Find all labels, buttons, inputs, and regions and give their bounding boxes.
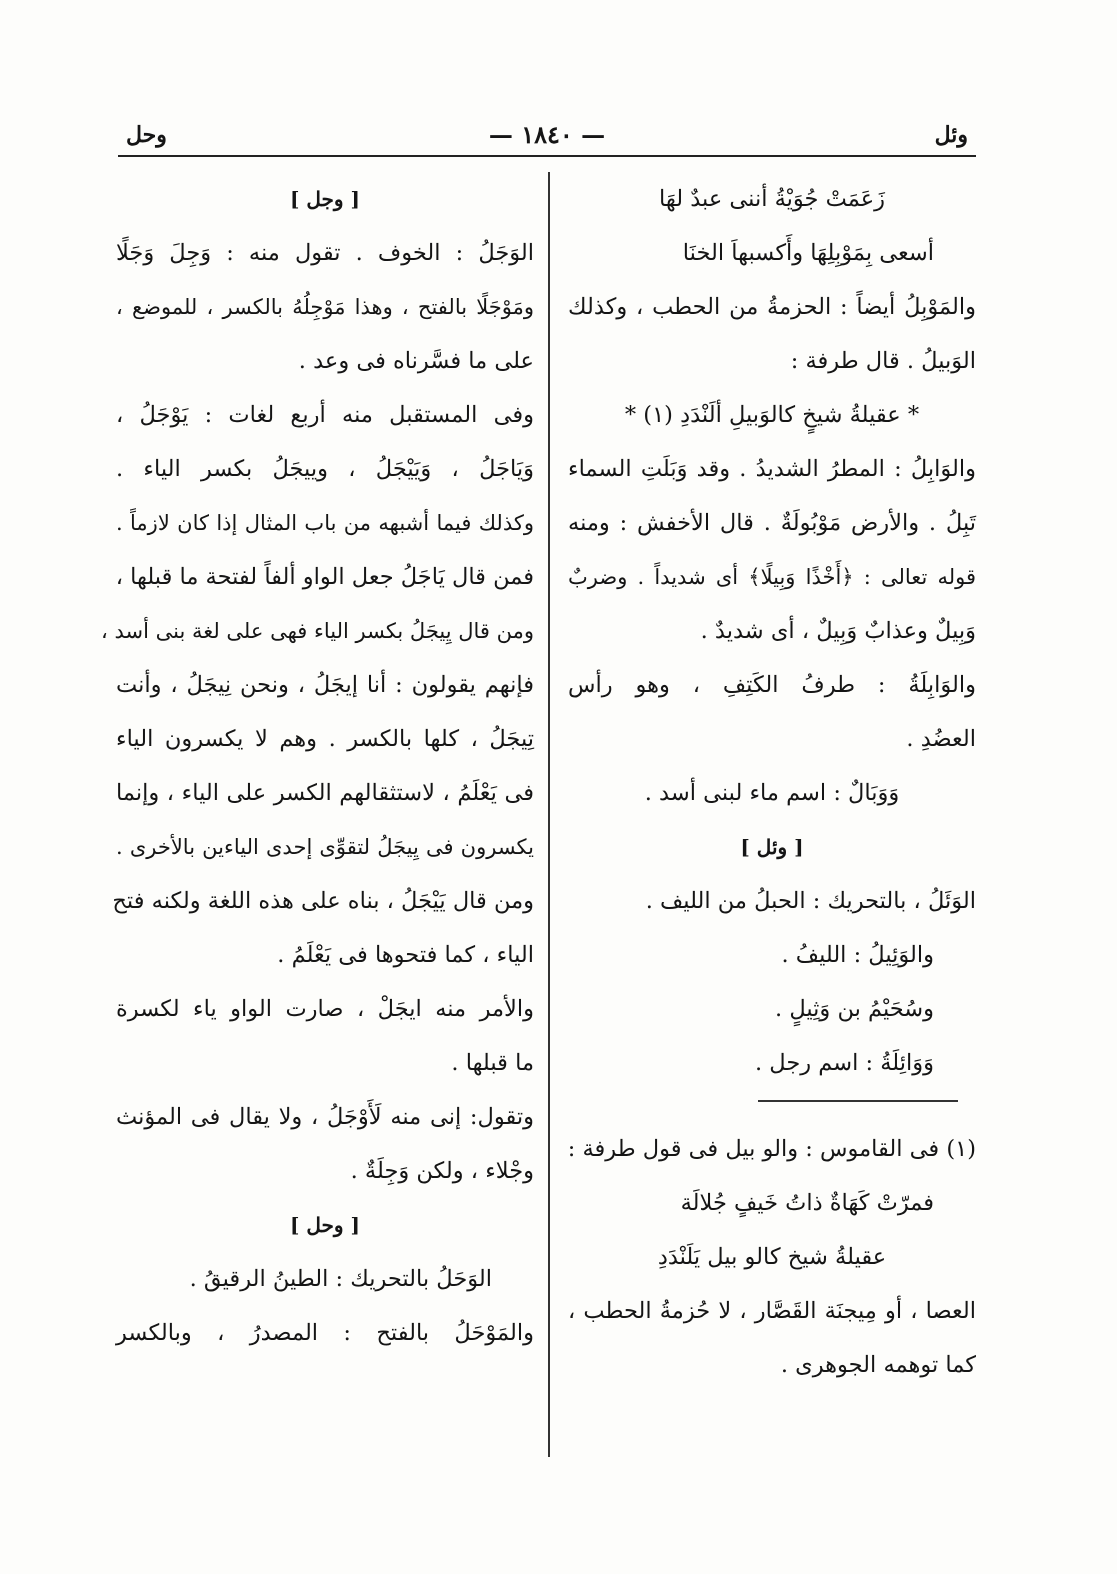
left-column	[101, 172, 534, 1360]
page-header	[118, 120, 976, 152]
text-line: والمَوْحَلُ بالفتح : المصدرُ ، وبالكسر	[116, 1320, 534, 1346]
column-divider	[548, 172, 550, 1457]
footnote-verse: فمرّتْ كَهَاةٌ ذاتُ خَيفٍ جُلالَة	[680, 1190, 934, 1216]
verse-line: أسعى بِمَوْبِلِهَا وأَكسبهاَ الخنَا	[682, 240, 934, 266]
text-line: فإنهم يقولون : أنا إيجَلُ ، ونحن نِيجَلُ ، وأنت	[116, 672, 534, 698]
footnote-line: العصا ، أو مِيجنَة القَصَّار ، لا حُزمةُ الحطب ،	[568, 1298, 976, 1324]
verse-line: زَعَمَتْ جُوَيْةُ أننى عبدٌ لهَا	[658, 186, 886, 212]
text-line: وسُحَيْمُ بن وَثِيلٍ .	[775, 996, 934, 1022]
right-running-headword: وئل	[934, 122, 968, 148]
text-line: على ما فسَّرناه فى وعد .	[298, 348, 534, 374]
entry-heading-wahal: [ وحل ]	[289, 1213, 361, 1237]
footnote-verse: عقيلةُ شيخ كالو بيل يَلَنْدَدِ	[657, 1244, 887, 1270]
text-line: الوَحَلُ بالتحريك : الطينُ الرقيقُ .	[189, 1266, 492, 1292]
text-line: وَوَائِلَةُ : اسم رجل .	[755, 1050, 934, 1076]
text-line: وكذلك فيما أشبهه من باب المثال إذا كان لازماً .	[116, 511, 534, 535]
text-line: يكسرون فى يِيجَلُ لتقوِّى إحدى الياءين بالأخرى .	[116, 835, 534, 859]
entry-heading-wajal: [ وجل ]	[289, 187, 361, 211]
text-line: وَيَاجَلُ ، وَيَيْجَلُ ، وييجَلُ بكسر الياء .	[116, 456, 534, 482]
text-line: قوله تعالى : ﴿أَخْذًا وَبِيلًا﴾ أى شديداً . وضربٌ	[568, 565, 976, 589]
right-column	[568, 172, 976, 1392]
text-line: وَبِيلٌ وعذابٌ وَبِيلٌ ، أى شديدٌ .	[700, 618, 976, 644]
page-number: — ١٨٤٠ —	[488, 120, 606, 149]
text-line: الياء ، كما فتحوها فى يَعْلَمُ .	[277, 942, 534, 968]
text-line: وتقول: إنى منه لَأَوْجَلُ ، ولا يقال فى المؤنث	[116, 1104, 534, 1130]
text-line: تِيجَلُ ، كلها بالكسر . وهم لا يكسرون الياء	[116, 726, 534, 752]
footnote-line: كما توهمه الجوهرى .	[780, 1352, 976, 1378]
text-line: تَبِلُ . والأرض مَوْبُولَةٌ . قال الأخفش : ومنه	[568, 510, 976, 536]
footnote-rule	[568, 1090, 976, 1112]
text-line: العضُدِ .	[906, 726, 976, 752]
header-rule	[118, 155, 976, 157]
text-line: فى يَعْلَمُ ، لاستثقالهم الكسر على الياء ، وإنما	[116, 780, 534, 806]
left-running-headword: وحل	[126, 122, 167, 148]
text-line: والمَوْبِلُ أيضاً : الحزمةُ من الحطب ، وكذلك	[568, 294, 976, 320]
text-line: الوَبيلُ . قال طرفة :	[790, 348, 976, 374]
text-line: والوَابِلَةُ : طرفُ الكَتِفِ ، وهو رأس	[568, 672, 976, 698]
text-line: ومن قال يَيْجَلُ ، بناه على هذه اللغة ولكنه فتح	[112, 888, 534, 914]
text-line: الوَجَلُ : الخوف . تقول منه : وَجِلَ وَجَلًا	[116, 240, 534, 266]
text-line: ومن قال يِيجَلُ بكسر الياء فهى على لغة بنى أسد ،	[101, 619, 534, 643]
entry-heading-wail: [ وئل ]	[740, 835, 804, 859]
text-line: والأمر منه ايجَلْ ، صارت الواو ياء لكسرة	[116, 996, 534, 1022]
text-line: والوَابِلُ : المطرُ الشديدُ . وقد وَبَلَتِ السماء	[568, 456, 976, 482]
footnote-line: (١) فى القاموس : والو بيل فى قول طرفة :	[567, 1136, 976, 1162]
text-line: وجْلاء ، ولكن وَجِلَةٌ .	[350, 1158, 534, 1184]
text-line: الوَئَلُ ، بالتحريك : الحبلُ من الليف .	[645, 888, 976, 914]
text-line: وَوَبَالٌ : اسم ماء لبنى أسد .	[644, 780, 900, 806]
text-line: وفى المستقبل منه أربع لغات : يَوْجَلُ ،	[116, 402, 534, 428]
text-line: فمن قال يَاجَلُ جعل الواو ألفاً لفتحة ما قبلها ،	[115, 564, 534, 590]
text-line: ومَوْجَلًا بالفتح ، وهذا مَوْجِلُهُ بالكسر ، للموضع ،	[116, 295, 534, 319]
text-line: والوَئِيلُ : الليفُ .	[781, 942, 934, 968]
text-line: ما قبلها .	[451, 1050, 534, 1076]
verse-line: * عقيلةُ شيخٍ كالوَبيلِ ألَنْدَدِ (١) *	[624, 402, 920, 428]
